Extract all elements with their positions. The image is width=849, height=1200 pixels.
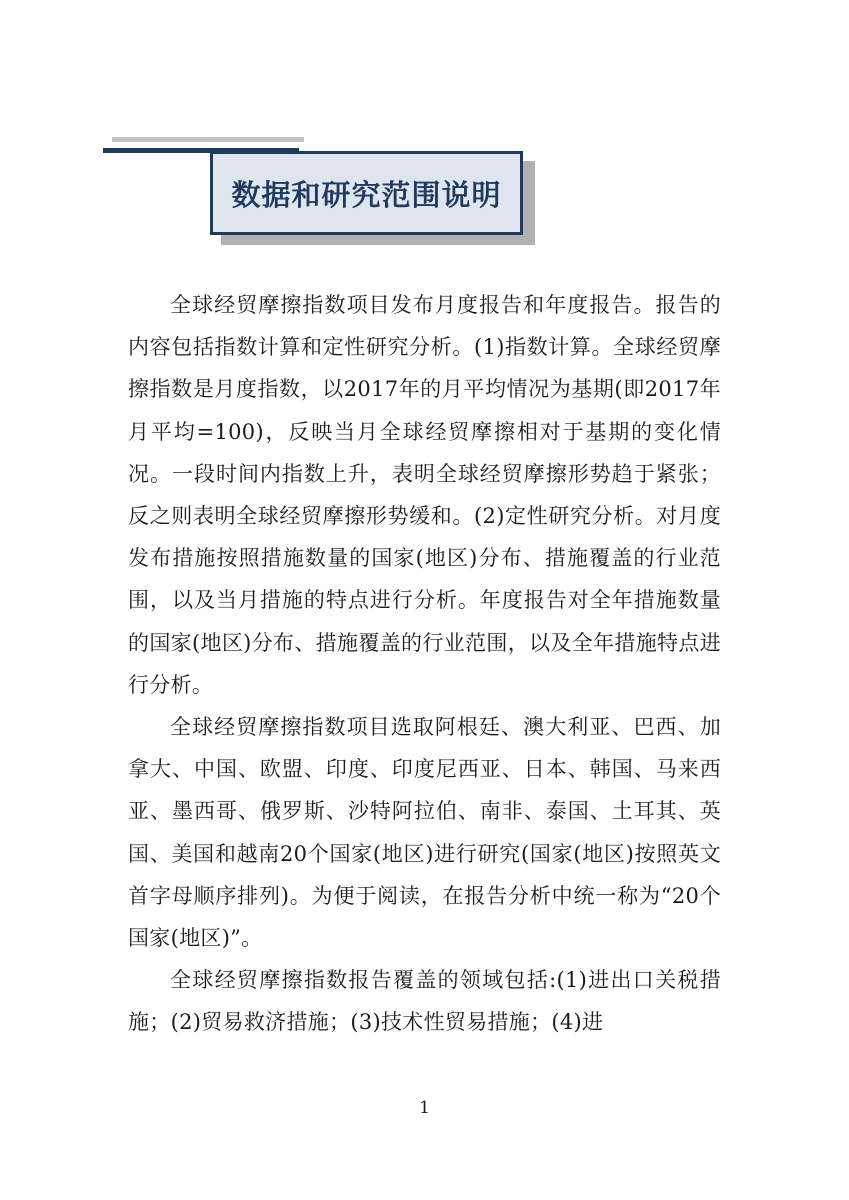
- page-title: 数据和研究范围说明: [231, 177, 502, 212]
- page-number: 1: [419, 1098, 430, 1118]
- title-box: [210, 151, 523, 235]
- paragraph-coverage: 全球经贸摩擦指数报告覆盖的领域包括:(1)进出口关税措施；(2)贸易救济措施；(3)技术性贸易措施；(4)进: [128, 968, 721, 1035]
- decorative-rule-gray: [112, 137, 304, 142]
- paragraph-intro: 全球经贸摩擦指数项目发布月度报告和年度报告。报告的内容包括指数计算和定性研究分析。(1)指数计算。全球经贸摩擦指数是月度指数，以2017年的月平均情况为基期(即2017年月平均=100)，反映当月全球经贸摩擦相对于基期的变化情况。一段时间内指数上升，表明全球经贸摩擦形势趋于紧张；反之则表明全球经贸摩擦形势缓和。(2)定性研究分析。对月度发布措施按照措施数量的国家(地区)分布、措施覆盖的行业范围，以及当月措施的特点进行分析。年度报告对全年措施数量的国家(地区)分布、措施覆盖的行业范围，以及全年措施特点进行分析。: [128, 293, 721, 697]
- body-content: [128, 284, 721, 1044]
- paragraph-countries: 全球经贸摩擦指数项目选取阿根廷、澳大利亚、巴西、加拿大、中国、欧盟、印度、印度尼西亚、日本、韩国、马来西亚、墨西哥、俄罗斯、沙特阿拉伯、南非、泰国、土耳其、英国、美国和越南20个国家(地区)进行研究(国家(地区)按照英文首字母顺序排列)。为便于阅读，在报告分析中统一称为“20个国家(地区)”。: [128, 715, 721, 951]
